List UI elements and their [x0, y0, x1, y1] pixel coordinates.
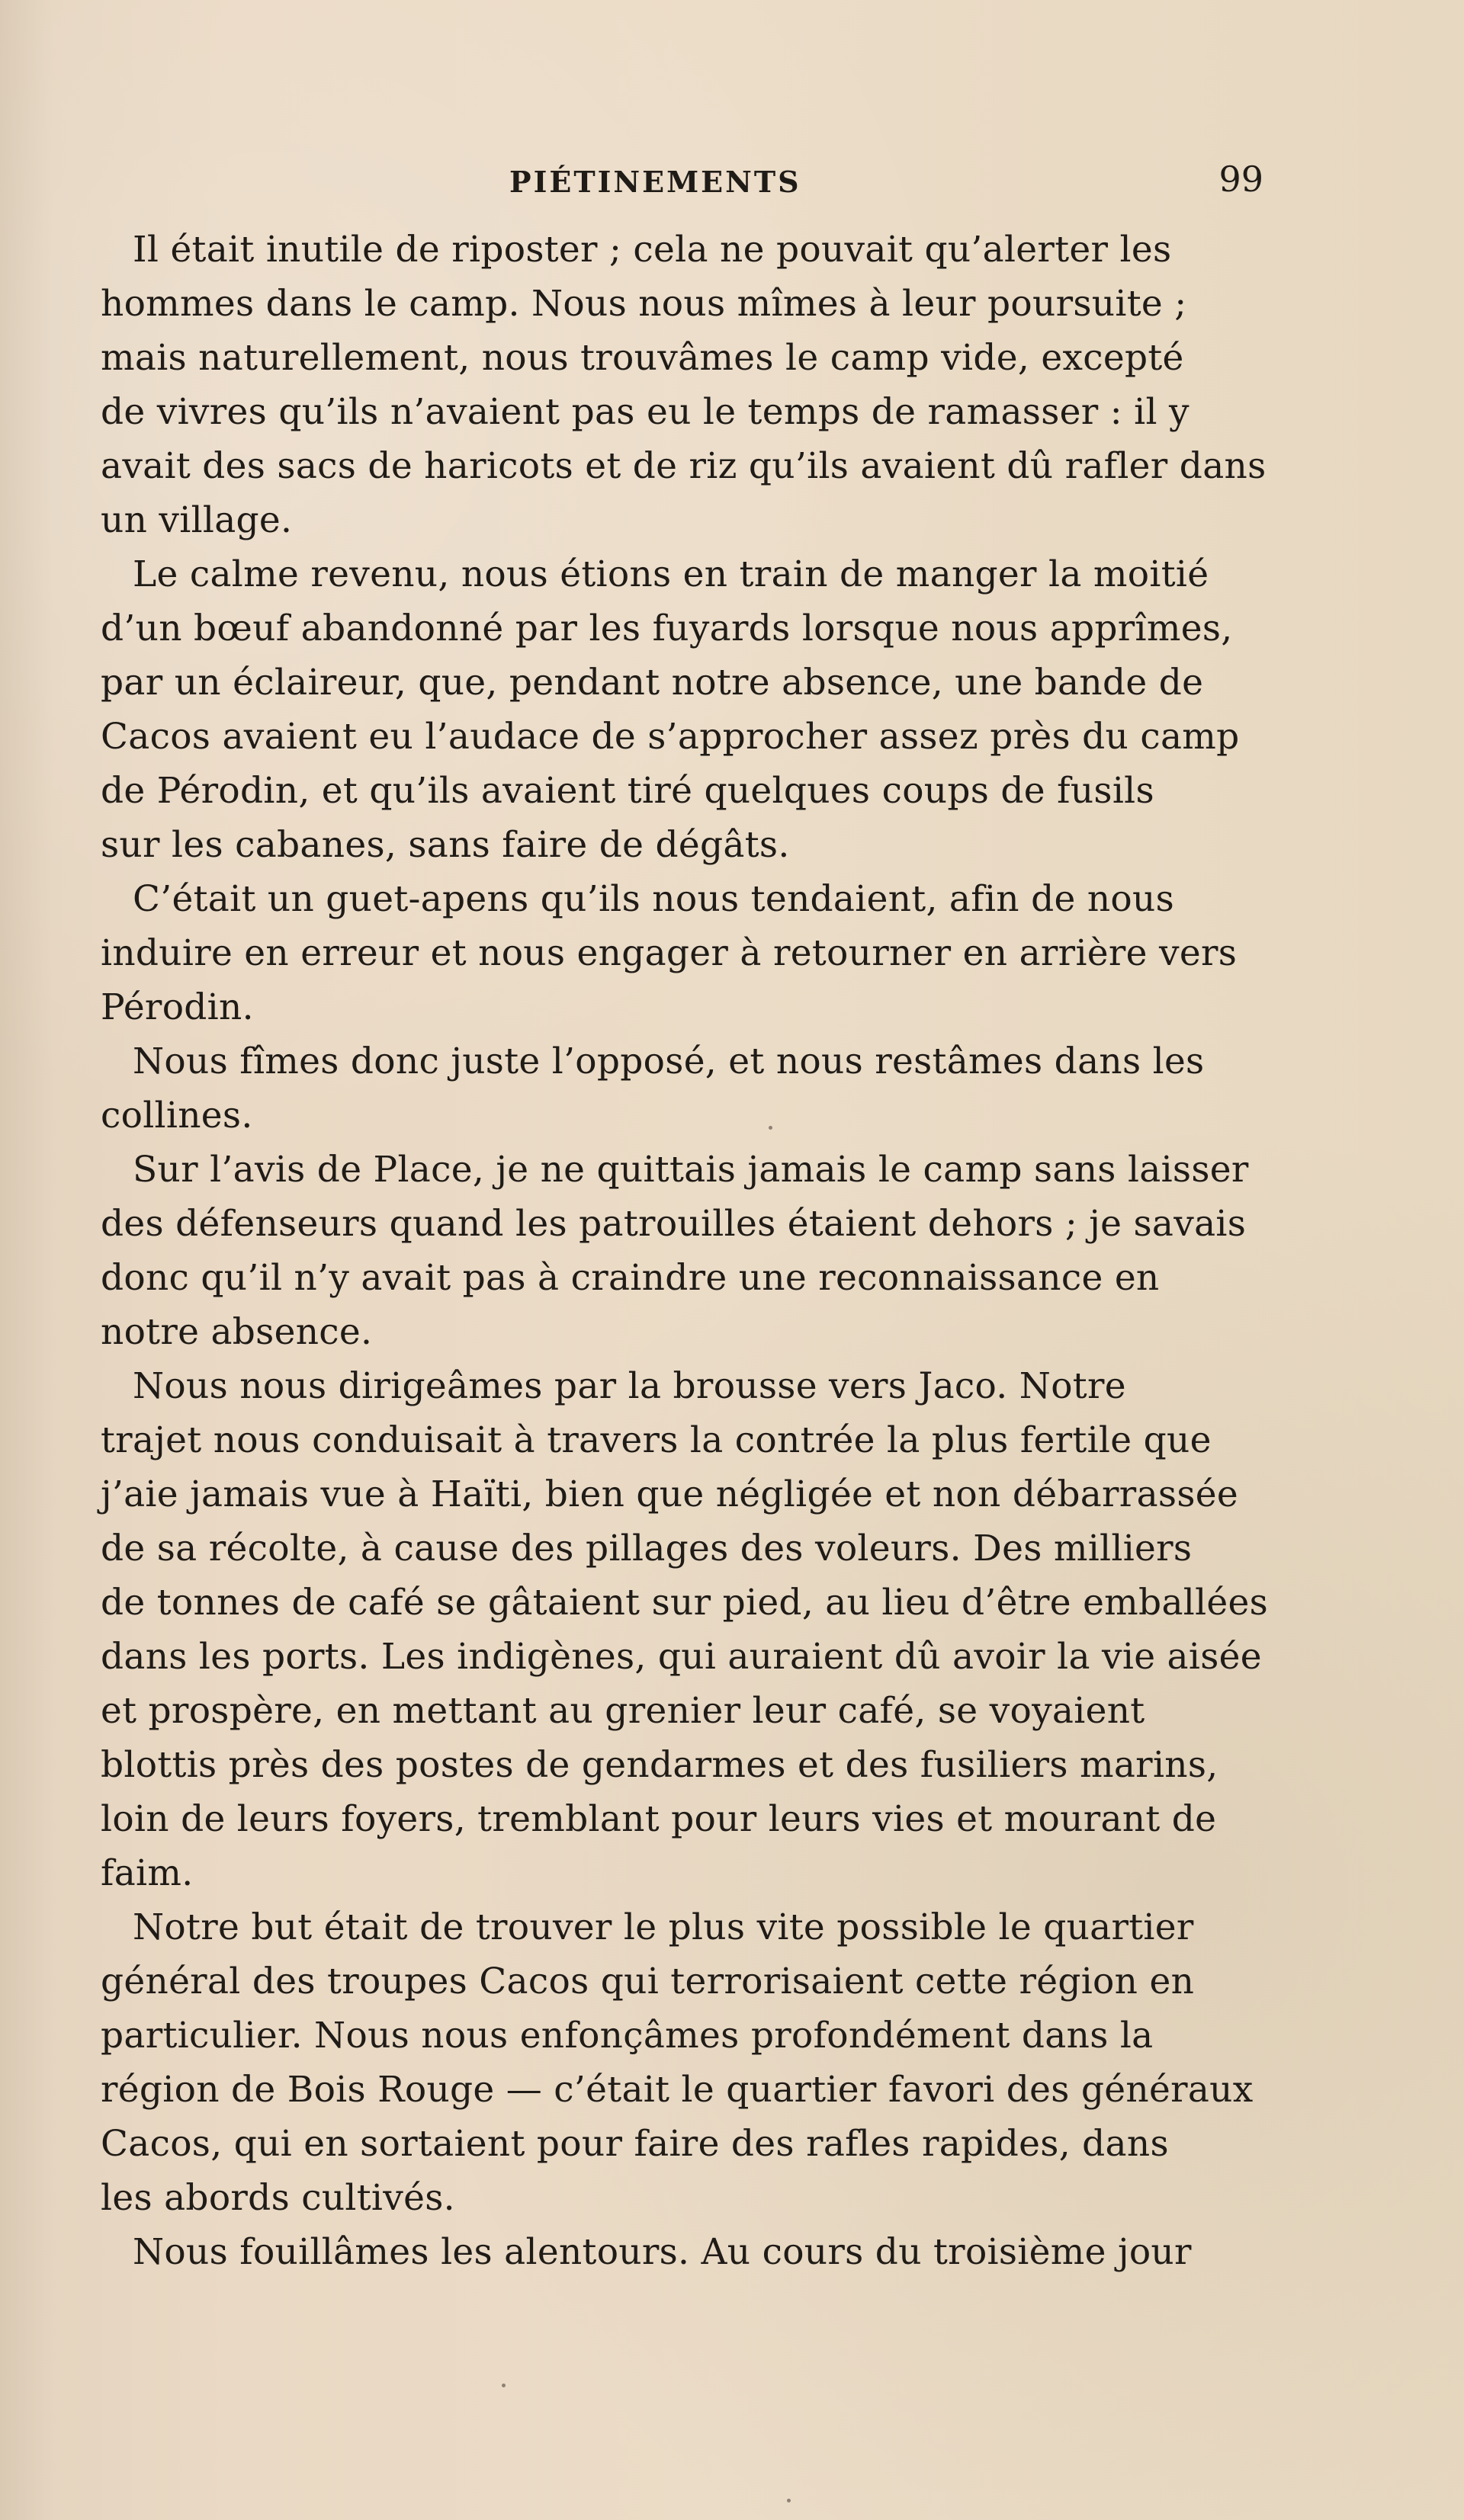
text-line: [101, 1576, 1269, 1630]
text-line: [101, 331, 1263, 385]
text-line-content: de vivres qu’ils n’avaient pas eu le temps de ramasser : il y: [101, 391, 1190, 433]
text-line: [101, 2009, 1263, 2063]
text-line: [101, 1792, 1263, 1846]
text-line-content: donc qu’il n’y avait pas à craindre une reconnaissance en: [101, 1257, 1160, 1299]
paper-speck: [502, 2384, 506, 2387]
text-line: [101, 1954, 1263, 2009]
text-line-content: par un éclaireur, que, pendant notre absence, une bande de: [101, 662, 1204, 704]
text-line: [101, 980, 1263, 1034]
text-line-content: Cacos, qui en sortaient pour faire des rafles rapides, dans: [101, 2123, 1169, 2165]
text-line: [101, 926, 1263, 980]
text-line: [101, 1630, 1263, 1684]
text-line-content: mais naturellement, nous trouvâmes le camp vide, excepté: [101, 337, 1184, 379]
text-line: [101, 1088, 1263, 1143]
text-line: [101, 1738, 1263, 1792]
text-line: [101, 764, 1263, 818]
text-line-content: blottis près des postes de gendarmes et des fusiliers marins,: [101, 1744, 1218, 1786]
text-line: [101, 818, 1263, 872]
text-line: [101, 277, 1263, 331]
text-line: [101, 1143, 1263, 1197]
text-line-content: collines.: [101, 1095, 253, 1137]
text-line: [101, 1305, 1263, 1359]
text-line: [101, 547, 1263, 601]
text-line-content: loin de leurs foyers, tremblant pour leurs vies et mourant de: [101, 1798, 1217, 1840]
text-line: [101, 493, 1263, 547]
text-line-content: Notre but était de trouver le plus vite possible le quartier: [133, 1906, 1194, 1948]
main-text-block: [101, 223, 1269, 2279]
text-line-content: particulier. Nous nous enfonçâmes profondément dans la: [101, 2015, 1154, 2057]
text-line-content: C’était un guet-apens qu’ils nous tendaient, afin de nous: [133, 878, 1174, 920]
text-line-content: des défenseurs quand les patrouilles étaient dehors ; je savais: [101, 1203, 1247, 1245]
text-line-content: Sur l’avis de Place, je ne quittais jamais le camp sans laisser: [133, 1149, 1249, 1191]
text-line: [101, 1034, 1263, 1088]
text-line-content: j’aie jamais vue à Haïti, bien que négligée et non débarrassée: [101, 1473, 1238, 1515]
text-line: [101, 1684, 1263, 1738]
text-line: [101, 1467, 1263, 1521]
text-line-content: les abords cultivés.: [101, 2177, 455, 2219]
text-line-content: un village.: [101, 499, 293, 541]
page-number: 99: [1218, 159, 1263, 200]
text-line-content: général des troupes Cacos qui terrorisaient cette région en: [101, 1961, 1195, 2002]
text-line: [101, 385, 1263, 439]
text-line-content: induire en erreur et nous engager à retourner en arrière vers: [101, 932, 1238, 974]
text-line-content: Cacos avaient eu l’audace de s’approcher assez près du camp: [101, 716, 1240, 758]
text-line: [101, 2171, 1263, 2225]
text-line-content: de sa récolte, à cause des pillages des voleurs. Des milliers: [101, 1528, 1193, 1569]
text-line-content: de Pérodin, et qu’ils avaient tiré quelques coups de fusils: [101, 770, 1154, 812]
text-line-content: Nous fouillâmes les alentours. Au cours du troisième jour: [133, 2231, 1192, 2273]
text-line: [101, 1413, 1263, 1467]
text-line: [101, 1251, 1263, 1305]
text-line-content: d’un bœuf abandonné par les fuyards lorsque nous apprîmes,: [101, 608, 1233, 649]
text-line-content: et prospère, en mettant au grenier leur café, se voyaient: [101, 1690, 1145, 1732]
paper-speck: [787, 2499, 791, 2502]
text-line: [101, 656, 1263, 710]
text-line: [101, 2063, 1263, 2117]
text-line-content: Nous nous dirigeâmes par la brousse vers Jaco. Notre: [133, 1365, 1126, 1407]
text-line: [101, 1359, 1263, 1413]
text-line-content: région de Bois Rouge — c’était le quartier favori des généraux: [101, 2069, 1254, 2111]
text-line-content: hommes dans le camp. Nous nous mîmes à leur poursuite ;: [101, 283, 1187, 325]
text-line-content: notre absence.: [101, 1311, 373, 1353]
page-header: [101, 159, 1263, 204]
text-line: [101, 1521, 1263, 1576]
text-line-content: dans les ports. Les indigènes, qui auraient dû avoir la vie aisée: [101, 1636, 1262, 1678]
running-title: PIÉTINEMENTS: [509, 165, 801, 199]
text-line: [101, 1846, 1263, 1900]
text-line-content: de tonnes de café se gâtaient sur pied, au lieu d’être emballées: [101, 1582, 1269, 1624]
page-gutter-shadow: [0, 0, 53, 2520]
text-line-content: avait des sacs de haricots et de riz qu’ils avaient dû rafler dans: [101, 445, 1267, 487]
paper-speck: [769, 1126, 772, 1130]
text-line-content: Il était inutile de riposter ; cela ne pouvait qu’alerter les: [133, 229, 1172, 271]
text-line-content: Le calme revenu, nous étions en train de manger la moitié: [133, 553, 1209, 595]
text-line-content: trajet nous conduisait à travers la contrée la plus fertile que: [101, 1419, 1212, 1461]
text-line: [101, 223, 1263, 277]
text-line-content: sur les cabanes, sans faire de dégâts.: [101, 824, 790, 866]
text-line: [101, 2225, 1263, 2279]
text-line-content: faim.: [101, 1852, 194, 1894]
text-line: [101, 439, 1267, 493]
text-line: [101, 710, 1263, 764]
text-line: [101, 2117, 1263, 2171]
text-line: [101, 1900, 1263, 1954]
text-line-content: Pérodin.: [101, 986, 254, 1028]
text-line: [101, 872, 1263, 926]
text-line: [101, 1197, 1263, 1251]
text-line-content: Nous fîmes donc juste l’opposé, et nous restâmes dans les: [133, 1040, 1205, 1082]
text-line: [101, 601, 1263, 656]
